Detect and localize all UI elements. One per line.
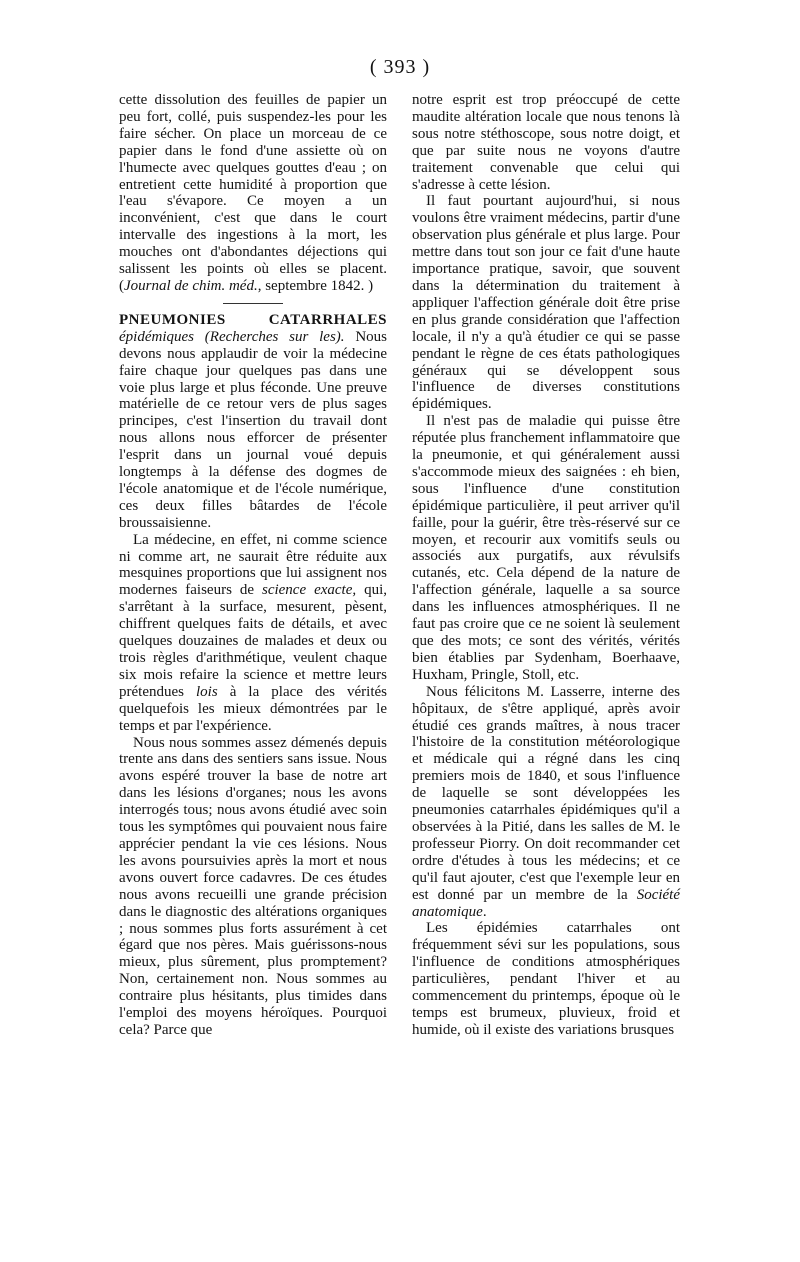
article-heading-ref: (Recherches sur les).	[204, 328, 345, 345]
paragraph: Il faut pourtant aujourd'hui, si nous voulons être vraiment médecins, partir d'une observation plus générale et plus large. Pour mettre dans tout son jour ce fait d'une haute importance pratique, savoir, que souvent dans la détermination du traitement à appliquer l'affection générale doit être prise en plus grande considération que l'affection locale, il n'y a qu'à étudier ce qui se passe pendant le règne de ces états pathologiques généraux qui se développent sous l'influence de diverses constitutions épidémiques.	[412, 193, 680, 413]
paragraph: notre esprit est trop préoccupé de cette maudite altération locale que nous tenons là sous notre stéthoscope, sous notre doigt, et que par suite nous ne voyons d'autre traitement convenable que celui qui s'adresse à cette lésion.	[412, 92, 680, 193]
paragraph: Nous nous sommes assez démenés depuis trente ans dans des sentiers sans issue. Nous avons espéré trouver la base de notre art dans les lésions d'organes; nous les avons interrogés tous; nous avons étudié avec soin tous les symptômes qui pouvaient nous faire apprécier pendant la vie ces lésions. Nous les avons poursuivies après la mort et nous avons ouvert force cadavres. De ces études nous avons recueilli une grande précision dans le diagnostic des altérations organiques ; nous sommes plus forts assurément à cet égard que nos pères. Mais guérissons-nous mieux, plus sûrement, plus promptement? Non, certainement non. Nous sommes au contraire plus hésitants, plus timides dans l'emploi des moyens héroïques. Pourquoi cela? Parce que	[119, 734, 387, 1038]
paragraph: Les épidémies catarrhales ont fréquemment sévi sur les populations, sous l'influence de conditions atmosphériques particulières, pendant l'hiver et au commencement du printemps, époque où le temps est brumeux, pluvieux, froid et humide, où il existe des variations brusques	[412, 920, 680, 1038]
article-heading-italic: épidémiques	[119, 328, 194, 345]
journal-title: Journal de chim. méd.	[124, 277, 258, 294]
page-number: ( 393 )	[369, 56, 431, 78]
right-column	[412, 92, 680, 1039]
paragraph: Il n'est pas de maladie qui puisse être réputée plus franchement inflammatoire que la pneumonie, et qui généralement aussi s'accommode mieux des saignées : eh bien, sous l'influence d'une constitution épidémique particulière, il peut arriver qu'il faille, pour la guérir, être très-réservé sur ce moyen, et recourir aux vomitifs seuls ou associés aux purgatifs, aux révulsifs cutanés, etc. Cela dépend de la nature de l'affection générale, laquelle a sa source dans les influences atmosphériques. Il ne faut pas croire que ce ne soient là seulement que des mots; ce sont des vérités, vérités bien établies par Sydenham, Boerhaave, Huxham, Pringle, Stoll, etc.	[412, 413, 680, 683]
article-paragraph: PNEUMONIES CATARRHALES épidémiques (Recherches sur les). Nous devons nous applaudir de voir la médecine faire chaque jour quelques pas dans une voie plus large et plus féconde. Une preuve matérielle de ce retour vers de plus sages principes, c'est l'insertion du travail dont nous allons nous efforcer de présenter l'esprit dans un journal voué depuis longtemps à la défense des dogmes de l'école anatomique et de l'école numérique, ces deux filles bâtardes de l'école broussaisienne.	[119, 311, 387, 531]
paragraph: Nous félicitons M. Lasserre, interne des hôpitaux, de s'être appliqué, après avoir étudié ces grands maîtres, à nous tracer l'histoire de la constitution météorologique et médicale qui a régné dans les cinq premiers mois de 1840, et sous l'influence de laquelle se sont développées les pneumonies catarrhales épidémiques qu'il a observées à la Pitié, dans les salles de M. le professeur Piorry. On doit recommander cet ordre d'études à tous les médecins; et ce qu'il faut ajouter, c'est que l'exemple leur en est donné par un membre de la Société anatomique.	[412, 683, 680, 920]
left-column	[119, 92, 387, 1039]
paragraph: La médecine, en effet, ni comme science ni comme art, ne saurait être réduite aux mesquines proportions que lui assignent nos modernes faiseurs de science exacte, qui, s'arrêtant à la surface, mesurent, pèsent, chiffrent quelques faits de détails, et avec quelques douzaines de malades et deux ou trois règles d'arithmétique, veulent chaque six mois refaire la science et mettre leurs prétendues lois à la place des vérités quelquefois les mieux démontrées par le temps et par l'expérience.	[119, 531, 387, 734]
section-divider	[223, 303, 283, 304]
article-heading: PNEUMONIES CATARRHALES	[119, 311, 387, 328]
paragraph: cette dissolution des feuilles de papier un peu fort, collé, puis suspendez-les pour les faire sécher. On place un morceau de ce papier dans le fond d'une assiette où on l'humecte avec quelques gouttes d'eau ; on entretient cette humidité à proportion que l'eau s'évapore. Ce moyen a un inconvénient, c'est que dans le court intervalle des ingestions à la mort, les mouches ont d'abondantes déjections qui salissent les points où elles se placent. (Journal de chim. méd., septembre 1842. )	[119, 92, 387, 294]
